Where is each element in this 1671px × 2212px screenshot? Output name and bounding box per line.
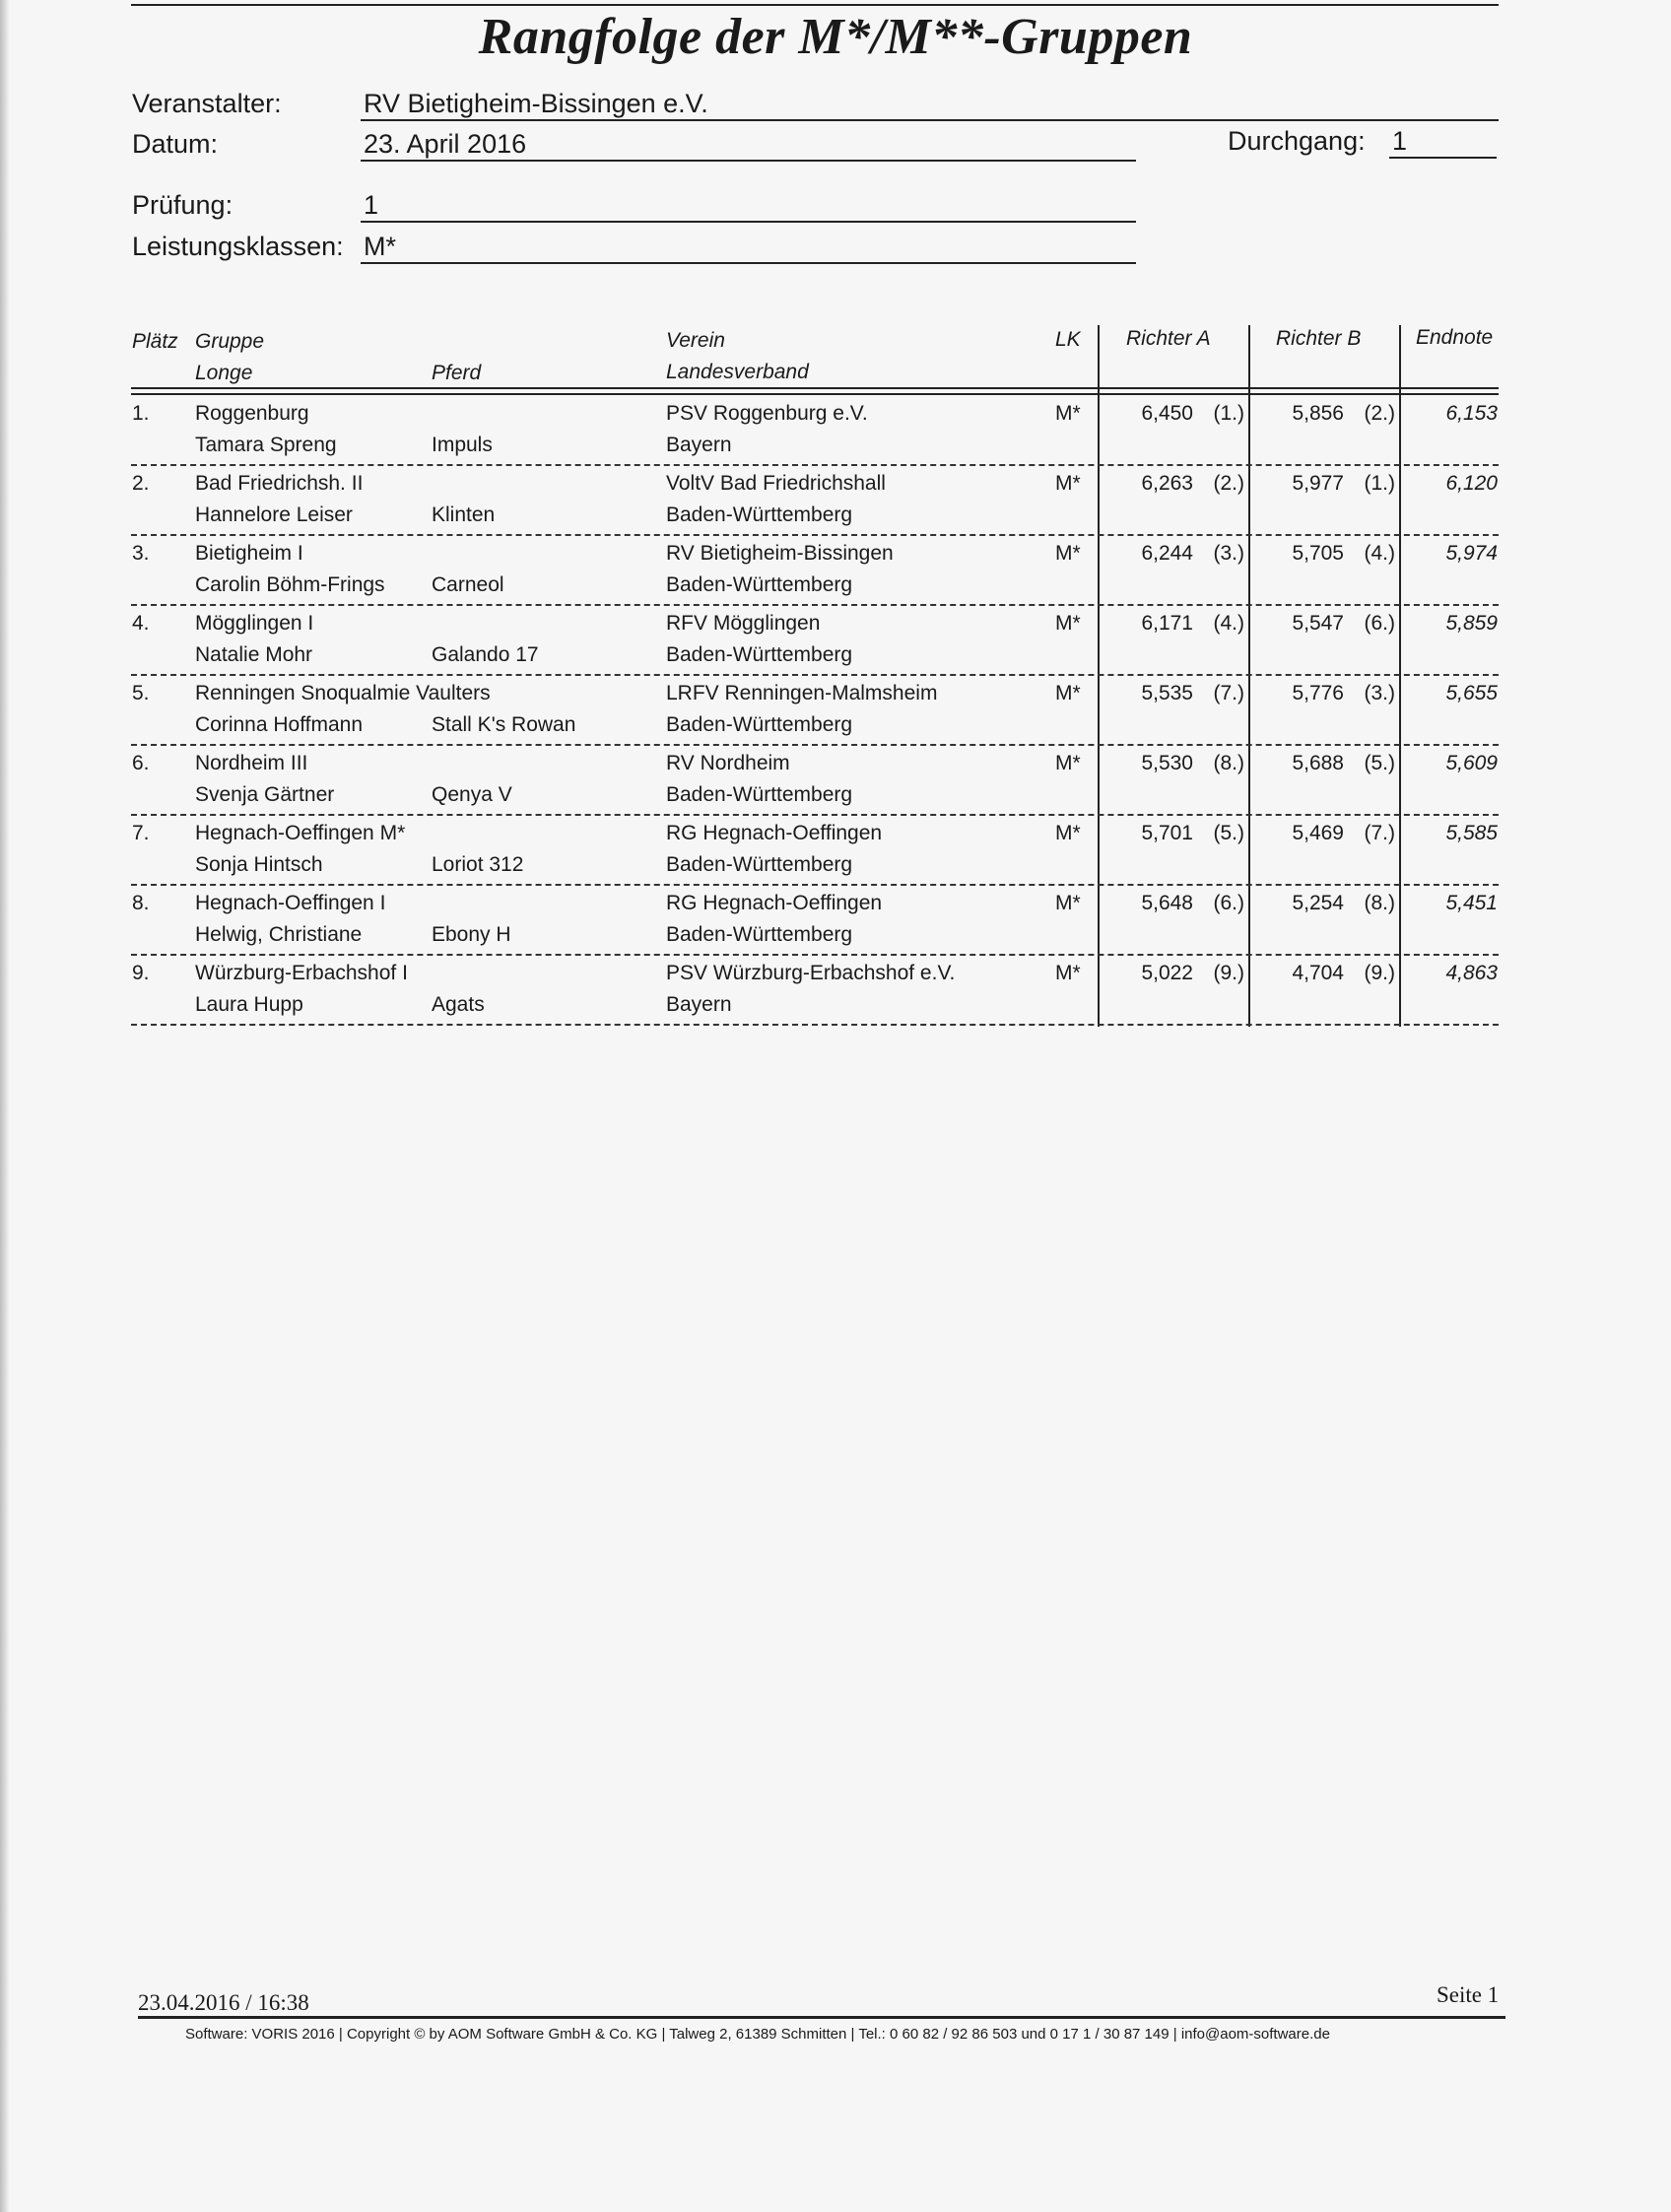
row-richter-a-rank: (2.) bbox=[1213, 472, 1244, 495]
row-platz: 4. bbox=[132, 612, 150, 635]
row-endnote: 6,120 bbox=[1445, 472, 1498, 495]
row-pferd: Qenya V bbox=[432, 783, 512, 806]
row-pferd: Agats bbox=[432, 993, 485, 1016]
footer-page-number: Seite 1 bbox=[1437, 1982, 1500, 2007]
row-pferd: Ebony H bbox=[432, 923, 511, 946]
row-platz: 6. bbox=[132, 752, 150, 774]
row-platz: 9. bbox=[132, 962, 150, 984]
row-richter-a-score: 5,648 bbox=[1141, 892, 1193, 914]
row-platz: 7. bbox=[132, 822, 150, 844]
row-longe: Helwig, Christiane bbox=[195, 923, 363, 946]
top-rule bbox=[131, 4, 1499, 6]
row-longe: Carolin Böhm-Frings bbox=[195, 573, 385, 596]
col-landesverband: Landesverband bbox=[666, 361, 809, 383]
row-pferd: Stall K's Rowan bbox=[432, 713, 576, 736]
header-rule-top bbox=[131, 387, 1499, 389]
row-gruppe: Nordheim III bbox=[195, 752, 308, 774]
row-lk: M* bbox=[1055, 822, 1081, 844]
row-verein: PSV Würzburg-Erbachshof e.V. bbox=[666, 962, 956, 984]
footer-rule bbox=[138, 2016, 1505, 2019]
row-verein: RV Nordheim bbox=[666, 752, 790, 774]
row-longe: Svenja Gärtner bbox=[195, 783, 335, 806]
leistungsklassen-label: Leistungsklassen: bbox=[132, 232, 344, 261]
row-lk: M* bbox=[1055, 402, 1081, 425]
col-gruppe: Gruppe bbox=[195, 330, 265, 353]
row-separator bbox=[131, 884, 1499, 886]
row-landesverband: Baden-Württemberg bbox=[666, 643, 853, 666]
row-richter-a-rank: (8.) bbox=[1213, 752, 1244, 774]
row-richter-b-rank: (2.) bbox=[1364, 402, 1395, 425]
row-richter-a-score: 5,701 bbox=[1141, 822, 1193, 844]
pruefung-value: 1 bbox=[361, 190, 1136, 223]
row-pferd: Impuls bbox=[432, 434, 493, 456]
row-richter-a-rank: (7.) bbox=[1213, 682, 1244, 704]
datum-label: Datum: bbox=[132, 129, 219, 159]
row-lk: M* bbox=[1055, 752, 1081, 774]
row-lk: M* bbox=[1055, 682, 1081, 704]
row-richter-b-rank: (9.) bbox=[1364, 962, 1395, 984]
col-platz: Plätz bbox=[132, 330, 178, 353]
footer-software: Software: VORIS 2016 | Copyright © by AOM Software GmbH & Co. KG | Talweg 2, 61389 Schmitten | Tel.: 0 60 82 / 92 86 503 und 0 17 1 / 30 87 149 | info@aom-software.de bbox=[185, 2026, 1330, 2043]
row-richter-b-rank: (8.) bbox=[1364, 892, 1395, 914]
row-richter-b-rank: (1.) bbox=[1364, 472, 1395, 495]
row-endnote: 5,451 bbox=[1445, 892, 1498, 914]
col-endnote: Endnote bbox=[1416, 326, 1494, 349]
leistungsklassen-value: M* bbox=[361, 232, 1136, 264]
row-separator bbox=[131, 814, 1499, 816]
datum-value: 23. April 2016 bbox=[361, 129, 1136, 162]
row-richter-b-score: 4,704 bbox=[1292, 962, 1344, 984]
column-line-richter-a bbox=[1248, 325, 1250, 1027]
column-line-lk bbox=[1098, 325, 1100, 1027]
row-longe: Sonja Hintsch bbox=[195, 853, 323, 876]
row-landesverband: Bayern bbox=[666, 993, 732, 1016]
row-richter-a-score: 6,244 bbox=[1141, 542, 1193, 565]
row-verein: RG Hegnach-Oeffingen bbox=[666, 892, 883, 914]
row-lk: M* bbox=[1055, 962, 1081, 984]
durchgang-value: 1 bbox=[1389, 126, 1497, 159]
row-platz: 2. bbox=[132, 472, 150, 495]
row-gruppe: Würzburg-Erbachshof I bbox=[195, 962, 408, 984]
row-richter-b-score: 5,547 bbox=[1292, 612, 1344, 635]
pruefung-label: Prüfung: bbox=[132, 190, 234, 220]
row-verein: RG Hegnach-Oeffingen bbox=[666, 822, 883, 844]
row-platz: 5. bbox=[132, 682, 150, 704]
row-gruppe: Mögglingen I bbox=[195, 612, 314, 635]
row-richter-b-score: 5,776 bbox=[1292, 682, 1344, 704]
row-separator bbox=[131, 744, 1499, 746]
row-verein: LRFV Renningen-Malmsheim bbox=[666, 682, 938, 704]
header-rule-bottom bbox=[131, 393, 1499, 395]
row-landesverband: Baden-Württemberg bbox=[666, 923, 853, 946]
row-richter-a-rank: (3.) bbox=[1213, 542, 1244, 565]
durchgang-label: Durchgang: bbox=[1228, 126, 1366, 156]
row-pferd: Carneol bbox=[432, 573, 504, 596]
row-pferd: Galando 17 bbox=[432, 643, 539, 666]
row-richter-a-score: 6,263 bbox=[1141, 472, 1193, 495]
row-richter-a-score: 5,535 bbox=[1141, 682, 1193, 704]
row-longe: Corinna Hoffmann bbox=[195, 713, 364, 736]
row-lk: M* bbox=[1055, 612, 1081, 635]
row-gruppe: Roggenburg bbox=[195, 402, 309, 425]
row-verein: PSV Roggenburg e.V. bbox=[666, 402, 868, 425]
page-title: Rangfolge der M*/M**-Gruppen bbox=[478, 9, 1193, 65]
row-lk: M* bbox=[1055, 472, 1081, 495]
column-line-richter-b bbox=[1399, 325, 1401, 1027]
col-longe: Longe bbox=[195, 362, 253, 384]
row-lk: M* bbox=[1055, 542, 1081, 565]
row-richter-a-score: 5,530 bbox=[1141, 752, 1193, 774]
row-richter-b-rank: (5.) bbox=[1364, 752, 1395, 774]
col-richter-a: Richter A bbox=[1126, 327, 1211, 350]
row-richter-a-score: 6,171 bbox=[1141, 612, 1193, 635]
col-richter-b: Richter B bbox=[1276, 327, 1362, 350]
row-landesverband: Baden-Württemberg bbox=[666, 713, 853, 736]
row-richter-b-rank: (3.) bbox=[1364, 682, 1395, 704]
row-richter-b-rank: (6.) bbox=[1364, 612, 1395, 635]
row-platz: 8. bbox=[132, 892, 150, 914]
row-separator bbox=[131, 1024, 1499, 1026]
row-richter-a-rank: (1.) bbox=[1213, 402, 1244, 425]
row-gruppe: Renningen Snoqualmie Vaulters bbox=[195, 682, 491, 704]
row-gruppe: Hegnach-Oeffingen I bbox=[195, 892, 386, 914]
row-richter-b-score: 5,705 bbox=[1292, 542, 1344, 565]
row-endnote: 4,863 bbox=[1445, 962, 1498, 984]
row-richter-b-score: 5,469 bbox=[1292, 822, 1344, 844]
row-landesverband: Baden-Württemberg bbox=[666, 573, 853, 596]
scan-edge bbox=[0, 0, 10, 2212]
row-pferd: Klinten bbox=[432, 503, 496, 526]
row-endnote: 5,974 bbox=[1445, 542, 1498, 565]
row-verein: VoltV Bad Friedrichshall bbox=[666, 472, 886, 495]
row-longe: Natalie Mohr bbox=[195, 643, 313, 666]
row-endnote: 5,609 bbox=[1445, 752, 1498, 774]
row-longe: Hannelore Leiser bbox=[195, 503, 353, 526]
row-platz: 3. bbox=[132, 542, 150, 565]
row-richter-b-rank: (7.) bbox=[1364, 822, 1395, 844]
row-verein: RFV Mögglingen bbox=[666, 612, 821, 635]
row-richter-a-score: 5,022 bbox=[1141, 962, 1193, 984]
row-endnote: 5,655 bbox=[1445, 682, 1498, 704]
row-landesverband: Baden-Württemberg bbox=[666, 853, 853, 876]
row-richter-a-rank: (9.) bbox=[1213, 962, 1244, 984]
row-gruppe: Bietigheim I bbox=[195, 542, 303, 565]
row-endnote: 6,153 bbox=[1445, 402, 1498, 425]
footer-datetime: 23.04.2016 / 16:38 bbox=[138, 1990, 309, 2015]
col-lk: LK bbox=[1055, 328, 1081, 351]
row-gruppe: Hegnach-Oeffingen M* bbox=[195, 822, 406, 844]
row-separator bbox=[131, 464, 1499, 466]
row-endnote: 5,585 bbox=[1445, 822, 1498, 844]
row-lk: M* bbox=[1055, 892, 1081, 914]
row-longe: Tamara Spreng bbox=[195, 434, 337, 456]
row-landesverband: Bayern bbox=[666, 434, 732, 456]
row-longe: Laura Hupp bbox=[195, 993, 303, 1016]
row-richter-b-score: 5,688 bbox=[1292, 752, 1344, 774]
row-gruppe: Bad Friedrichsh. II bbox=[195, 472, 364, 495]
row-platz: 1. bbox=[132, 402, 150, 425]
row-landesverband: Baden-Württemberg bbox=[666, 783, 853, 806]
col-pferd: Pferd bbox=[432, 362, 482, 384]
row-endnote: 5,859 bbox=[1445, 612, 1498, 635]
row-richter-a-rank: (4.) bbox=[1213, 612, 1244, 635]
veranstalter-value: RV Bietigheim-Bissingen e.V. bbox=[361, 89, 1499, 121]
row-separator bbox=[131, 674, 1499, 676]
row-richter-a-rank: (5.) bbox=[1213, 822, 1244, 844]
row-richter-b-score: 5,856 bbox=[1292, 402, 1344, 425]
row-separator bbox=[131, 604, 1499, 606]
row-separator bbox=[131, 954, 1499, 956]
col-verein: Verein bbox=[666, 329, 725, 352]
row-richter-b-score: 5,977 bbox=[1292, 472, 1344, 495]
row-separator bbox=[131, 534, 1499, 536]
veranstalter-label: Veranstalter: bbox=[132, 89, 282, 118]
row-richter-b-rank: (4.) bbox=[1364, 542, 1395, 565]
row-pferd: Loriot 312 bbox=[432, 853, 524, 876]
row-richter-a-rank: (6.) bbox=[1213, 892, 1244, 914]
row-verein: RV Bietigheim-Bissingen bbox=[666, 542, 894, 565]
row-richter-a-score: 6,450 bbox=[1141, 402, 1193, 425]
row-landesverband: Baden-Württemberg bbox=[666, 503, 853, 526]
row-richter-b-score: 5,254 bbox=[1292, 892, 1344, 914]
